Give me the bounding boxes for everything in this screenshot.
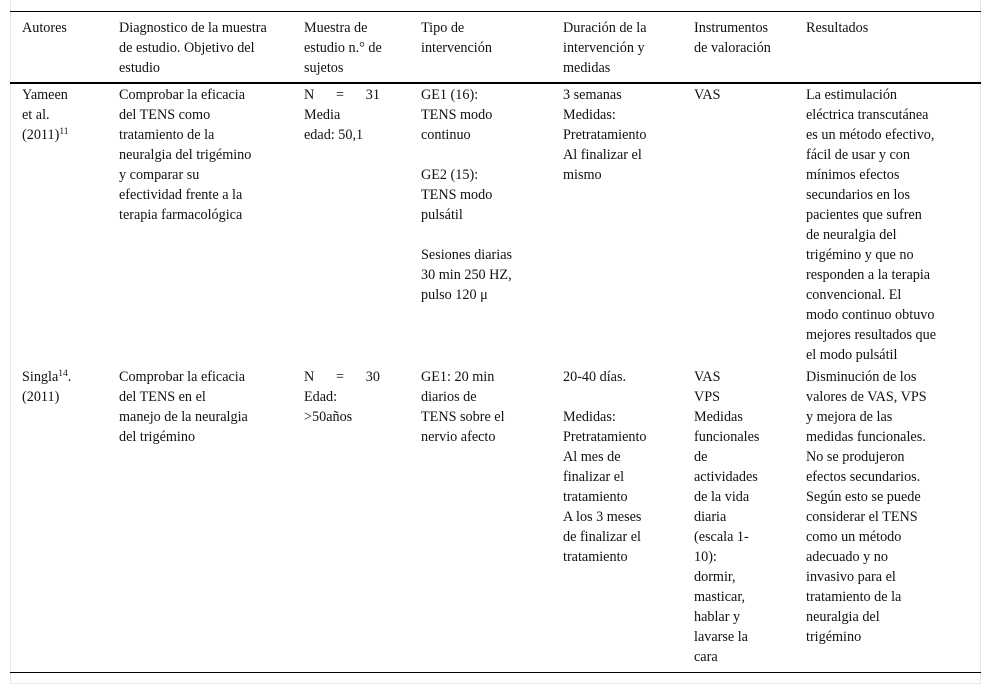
sample-n-equals: = bbox=[336, 87, 345, 103]
table-top-rule bbox=[10, 11, 981, 12]
sample-n-value: 31 bbox=[365, 87, 380, 103]
sample-detail: Edad: >50años bbox=[304, 389, 353, 425]
table-row-1-instruments: VAS bbox=[694, 87, 721, 103]
author-text: Yameen et al. (2011) bbox=[22, 87, 68, 143]
table-row-1-intervention: GE1 (16): TENS modo continuo GE2 (15): TENS modo pulsátil Sesiones diarias 30 min 250 HZ, pulso 120 μ bbox=[421, 87, 513, 303]
header-resultados: Resultados bbox=[806, 20, 869, 36]
table-row-2-sample bbox=[304, 367, 402, 427]
author-reference: 11 bbox=[59, 127, 69, 137]
author-year: . (2011) bbox=[22, 369, 72, 405]
author-text: Singla bbox=[22, 369, 59, 385]
sample-n-value: 30 bbox=[365, 369, 380, 385]
table-row-1-duration: 3 semanas Medidas: Pretratamiento Al finalizar el mismo bbox=[563, 87, 647, 183]
sample-detail: Media edad: 50,1 bbox=[304, 107, 364, 143]
header-tipo-intervencion: Tipo de intervención bbox=[421, 20, 492, 56]
table-row-1-results: La estimulación eléctrica transcutánea es un método efectivo, fácil de usar y con mínimos efectos secundarios en los pacientes que sufren de neuralgia del trigémino y que no responden a la terapia convencional. El modo continuo obtuvo mejores resultados que el modo pulsátil bbox=[806, 87, 937, 363]
sample-n-line bbox=[304, 85, 380, 105]
sample-n-equals: = bbox=[336, 369, 345, 385]
sample-n-label: N bbox=[304, 369, 315, 385]
table-row-2-intervention: GE1: 20 min diarios de TENS sobre el nervio afecto bbox=[421, 369, 505, 445]
table-bottom-rule bbox=[10, 672, 981, 673]
table-row-2-instruments: VAS VPS Medidas funcionales de actividades de la vida diaria (escala 1- 10): dormir, masticar, hablar y lavarse la cara bbox=[694, 369, 760, 665]
table-row-2-duration: 20-40 días. Medidas: Pretratamiento Al mes de finalizar el tratamiento A los 3 meses de finalizar el tratamiento bbox=[563, 369, 647, 565]
table-row-2-author bbox=[22, 367, 112, 407]
table-row-2-objective: Comprobar la eficacia del TENS en el manejo de la neuralgia del trigémino bbox=[119, 369, 248, 445]
author-reference: 14 bbox=[58, 369, 68, 379]
sample-n-line bbox=[304, 367, 380, 387]
header-duracion: Duración de la intervención y medidas bbox=[563, 20, 647, 76]
header-instrumentos: Instrumentos de valoración bbox=[694, 20, 771, 56]
header-diagnostico: Diagnostico de la muestra de estudio. Objetivo del estudio bbox=[119, 20, 267, 76]
header-muestra: Muestra de estudio n.° de sujetos bbox=[304, 20, 382, 76]
table-row-1-author bbox=[22, 85, 112, 145]
table-row-1-objective: Comprobar la eficacia del TENS como tratamiento de la neuralgia del trigémino y comparar su efectividad frente a la terapia farmacológica bbox=[119, 87, 252, 223]
table-row-2-results: Disminución de los valores de VAS, VPS y mejora de las medidas funcionales. No se produjeron efectos secundarios. Según esto se puede considerar el TENS como un método adecuado y no invasivo para el tratamiento de la neuralgia del trigémino bbox=[806, 369, 927, 645]
header-autores: Autores bbox=[22, 20, 67, 36]
table-row-1-sample bbox=[304, 85, 402, 145]
header-rule bbox=[10, 82, 981, 84]
sample-n-label: N bbox=[304, 87, 315, 103]
